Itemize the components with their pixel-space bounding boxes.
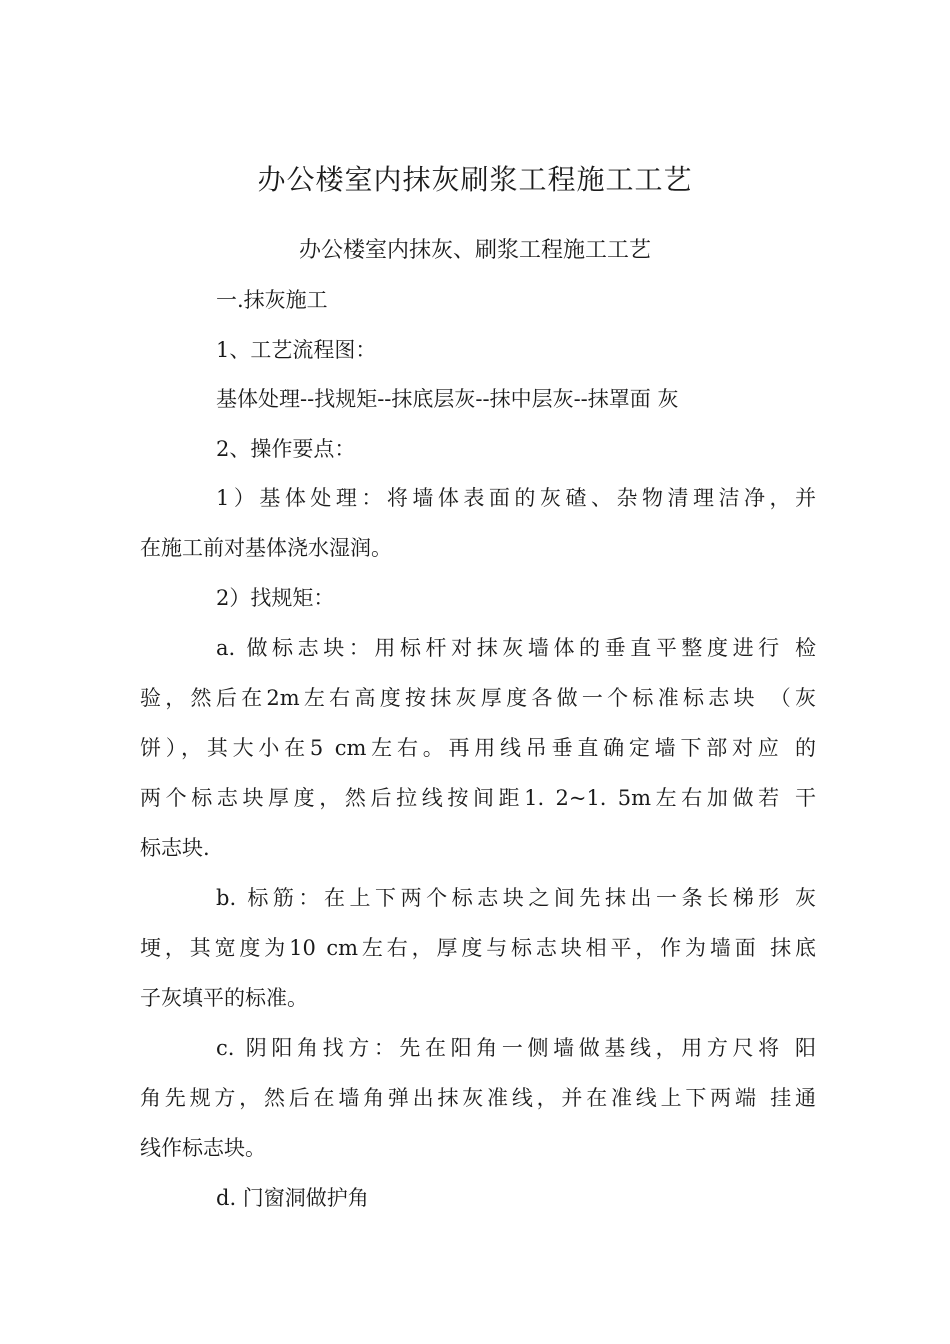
- paragraph-line: c. 阴阳角找方：先在阳角一侧墙做基线，用方尺将 阳: [216, 1036, 816, 1060]
- paragraph-line: 验，然后在2m左右高度按抹灰厚度各做一个标准标志块 （灰: [140, 686, 816, 710]
- paragraph-line: 子灰填平的标准。: [140, 986, 308, 1010]
- paragraph-line: 线作标志块。: [140, 1136, 266, 1160]
- subheading-set-out: 2）找规矩：: [216, 586, 335, 610]
- paragraph-line: d. 门窗洞做护角: [216, 1186, 369, 1210]
- paragraph-line: 埂，其宽度为10 cm左右，厚度与标志块相平，作为墙面 抹底: [140, 936, 816, 960]
- subheading-process-flow: 1、工艺流程图：: [216, 338, 377, 362]
- process-flow-text: 基体处理--找规矩--抹底层灰--抹中层灰--抹罩面 灰: [216, 387, 679, 411]
- paragraph-line: 两个标志块厚度，然后拉线按间距1. 2~1. 5m左右加做若 干: [140, 786, 816, 810]
- paragraph-line: 1）基体处理：将墙体表面的灰碴、杂物清理洁净，并: [216, 486, 816, 510]
- paragraph-line: 在施工前对基体浇水湿润。: [140, 536, 392, 560]
- document-title: 办公楼室内抹灰刷浆工程施工工艺: [257, 163, 693, 196]
- paragraph-line: 角先规方，然后在墙角弹出抹灰准线，并在准线上下两端 挂通: [140, 1086, 816, 1110]
- paragraph-line: a. 做标志块：用标杆对抹灰墙体的垂直平整度进行 检: [216, 636, 816, 660]
- document-subtitle: 办公楼室内抹灰、刷浆工程施工工艺: [298, 238, 651, 263]
- paragraph-line: b. 标筋：在上下两个标志块之间先抹出一条长梯形 灰: [216, 886, 816, 910]
- section-heading-plastering: 一.抹灰施工: [216, 288, 328, 312]
- paragraph-line: 饼），其大小在5 cm左右。再用线吊垂直确定墙下部对应 的: [140, 736, 816, 760]
- paragraph-line: 标志块.: [140, 836, 210, 860]
- subheading-key-points: 2、操作要点：: [216, 437, 356, 461]
